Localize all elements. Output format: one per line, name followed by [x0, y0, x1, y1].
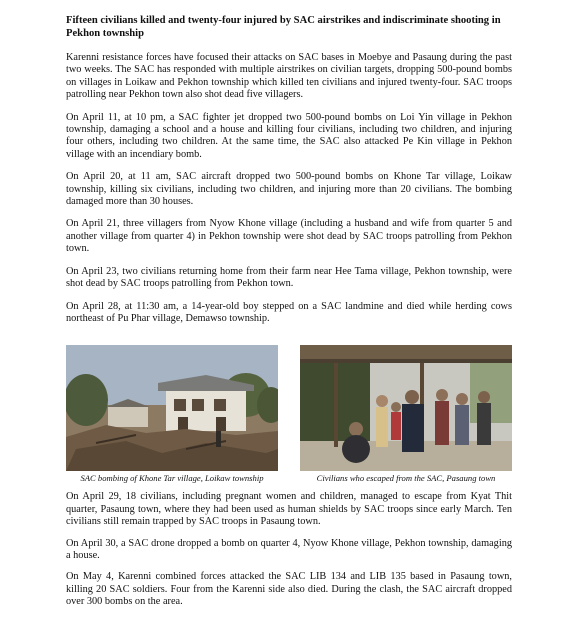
- article-title: Fifteen civilians killed and twenty-four injured by SAC airstrikes and indiscriminate shooting in Pekhon township: [66, 15, 501, 39]
- paragraph-april-29: On April 29, 18 civilians, including pregnant women and children, managed to escape from Kyat Thit quarter, Pasaung town, where they had been used as human shields by SAC troops since early March. Ten civilians still remain trapped by SAC troops in Pasaung town.: [66, 491, 512, 528]
- bombed-village-photo: [66, 345, 278, 471]
- paragraph-intro: Karenni resistance forces have focused their attacks on SAC bases in Moebye and Pasaung during the past two weeks. The SAC has responded with multiple airstrikes on civilian targets, dropping 500-pound bombs on villages in Loikaw and Pekhon township which killed ten civilians and injured twenty-four. SAC troops patrolling near Pekhon town also shot dead five villagers.: [66, 52, 512, 101]
- photo-civilians: [300, 345, 512, 483]
- paragraph-april-20: On April 20, at 11 am, SAC aircraft dropped two 500-pound bombs on Khone Tar village, Loikaw township, killing six civilians, including two children, and injuring more than 20 civilians. The bombing damaged more than 30 houses.: [66, 171, 512, 208]
- paragraph-may-4: On May 4, Karenni combined forces attacked the SAC LIB 134 and LIB 135 based in Pasaung town, killing 20 SAC soldiers. Four from the Karenni side also died. During the clash, the SAC aircraft dropped over 300 bombs on the area.: [66, 571, 512, 608]
- paragraph-april-30: On April 30, a SAC drone dropped a bomb on quarter 4, Nyow Khone village, Pekhon township, damaging a house.: [66, 537, 512, 561]
- document-page: [66, 14, 512, 618]
- photo-row: [66, 345, 512, 483]
- later-paragraphs: [66, 491, 512, 608]
- civilians-photo: [300, 345, 512, 471]
- paragraph-april-28: On April 28, at 11:30 am, a 14-year-old boy stepped on a SAC landmine and died while herding cows northeast of Pu Phar village, Demawso township.: [66, 300, 512, 324]
- paragraph-april-11: On April 11, at 10 pm, a SAC fighter jet dropped two 500-pound bombs on Loi Yin village in Pekhon township, damaging a school and a house and killing four civilians, including two children, and injuring four others, including two children. At the same time, the SAC also attacked Pe Kin village in Pekhon village with an incendiary bomb.: [66, 111, 512, 160]
- photo-caption-civilians: Civilians who escaped from the SAC, Pasaung town: [316, 473, 496, 484]
- paragraph-april-21: On April 21, three villagers from Nyow Khone village (including a husband and wife from quarter 5 and another village from quarter 4) in Pekhon township were shot dead by SAC troops patrolling from Pekhon town.: [66, 218, 512, 255]
- paragraph-april-23: On April 23, two civilians returning home from their farm near Hee Tama village, Pekhon township, were shot dead by SAC troops patrolling from Pekhon town.: [66, 265, 512, 290]
- photo-caption-bombing: SAC bombing of Khone Tar village, Loikaw township: [80, 473, 264, 484]
- photo-bombing: [66, 345, 278, 483]
